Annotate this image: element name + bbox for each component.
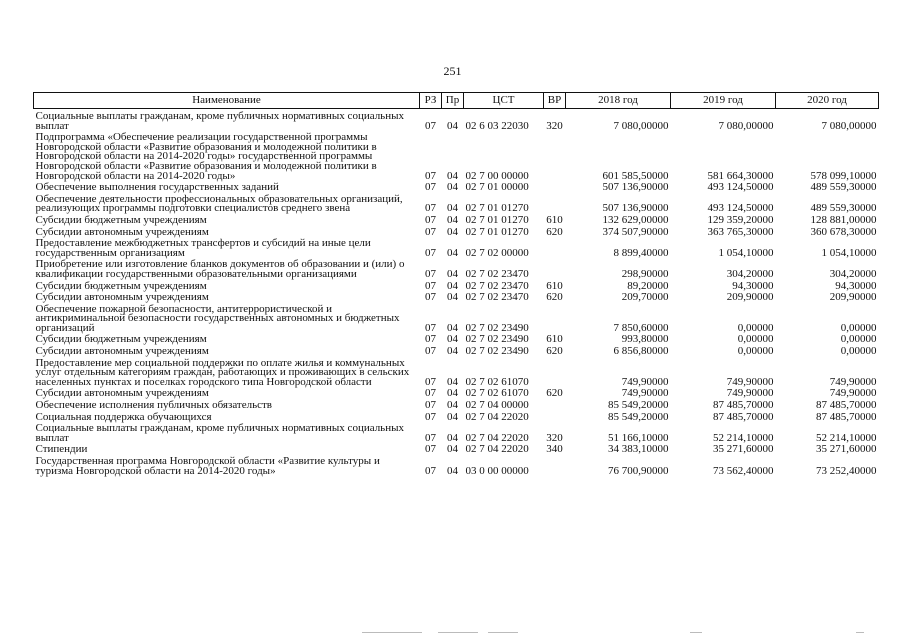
row-2018: 298,90000 <box>621 267 669 280</box>
row-2018: 749,90000 <box>621 375 669 388</box>
table-row <box>34 305 879 336</box>
row-2018: 374 507,90000 <box>602 225 669 238</box>
row-2018: 507 136,90000 <box>602 202 669 215</box>
row-pr: 04 <box>447 279 458 292</box>
row-cst: 02 7 01 01270 <box>465 225 529 238</box>
row-vr: 320 <box>546 119 563 132</box>
row-2018: 7 080,00000 <box>613 119 669 132</box>
row-name: Государственная программа Новгородской области «Развитие культуры и туризма Новгородской области на 2014-2020 годы» <box>35 455 380 477</box>
row-vr: 320 <box>546 431 563 444</box>
row-name: Социальные выплаты гражданам, кроме публичных нормативных социальных выплат <box>35 422 404 444</box>
header-rz: РЗ <box>420 93 442 109</box>
table-row <box>34 260 879 281</box>
row-2018: 507 136,90000 <box>602 181 669 194</box>
row-rz: 07 <box>425 443 436 456</box>
row-rz: 07 <box>425 202 436 215</box>
row-cst: 02 7 01 01270 <box>465 202 529 215</box>
row-rz: 07 <box>425 213 436 226</box>
row-2019: 363 765,30000 <box>707 225 774 238</box>
row-2019: 749,90000 <box>726 375 774 388</box>
row-rz: 07 <box>425 169 436 182</box>
row-2020: 87 485,70000 <box>816 399 877 412</box>
row-pr: 04 <box>447 181 458 194</box>
table-body <box>34 109 879 479</box>
row-pr: 04 <box>447 321 458 334</box>
row-rz: 07 <box>425 387 436 400</box>
row-cst: 02 7 04 22020 <box>465 410 529 423</box>
row-vr: 620 <box>546 387 563 400</box>
row-2019: 304,20000 <box>726 267 774 280</box>
row-rz: 07 <box>425 464 436 477</box>
row-name: Стипендии <box>35 443 88 456</box>
row-cst: 02 7 01 00000 <box>465 181 529 194</box>
row-2018: 85 549,20000 <box>608 399 669 412</box>
row-pr: 04 <box>447 267 458 280</box>
row-2018: 85 549,20000 <box>608 410 669 423</box>
row-2020: 73 252,40000 <box>816 464 877 477</box>
row-pr: 04 <box>447 169 458 182</box>
row-2018: 51 166,10000 <box>608 431 669 444</box>
row-cst: 02 7 02 23470 <box>465 267 529 280</box>
row-name: Предоставление мер социальной поддержки по оплате жилья и коммунальных услуг отдельным категориям граждан, работающих и проживающих в сельских населенных пунктах и поселках городского типа Новгородской области <box>35 356 410 388</box>
row-rz: 07 <box>425 399 436 412</box>
row-cst: 02 6 03 22030 <box>465 119 529 132</box>
row-2018: 89,20000 <box>627 279 669 292</box>
row-2019: 35 271,60000 <box>713 443 774 456</box>
row-name: Обеспечение исполнения публичных обязательств <box>35 399 273 412</box>
row-2019: 749,90000 <box>726 387 774 400</box>
header-name: Наименование <box>34 93 420 109</box>
row-rz: 07 <box>425 375 436 388</box>
row-2020: 7 080,00000 <box>821 119 877 132</box>
row-cst: 02 7 04 00000 <box>465 399 529 412</box>
row-2020: 0,00000 <box>840 345 877 358</box>
row-cst: 02 7 02 23470 <box>465 279 529 292</box>
row-name: Приобретение или изготовление бланков документов об образовании и (или) о квалификации государственными образовательными организациями <box>35 258 405 280</box>
row-2019: 94,30000 <box>732 279 774 292</box>
row-2020: 209,90000 <box>829 291 877 304</box>
row-2018: 76 700,90000 <box>608 464 669 477</box>
row-name: Подпрограмма «Обеспечение реализации государственной программы Новгородской области «Развитие образования и молодежной политики в Новгородской области на 2014-2020 годы» государственной программы Новгородской области «Развитие образования и молодежной политики в Новгородской области на 2014-2020 годы» <box>35 131 377 182</box>
row-cst: 02 7 04 22020 <box>465 443 529 456</box>
row-name: Субсидии автономным учреждениям <box>35 387 209 400</box>
row-name: Субсидии бюджетным учреждениям <box>35 213 207 226</box>
row-name: Социальная поддержка обучающихся <box>35 410 212 423</box>
header-pr: Пр <box>442 93 464 109</box>
row-vr <box>544 195 566 216</box>
row-pr: 04 <box>447 464 458 477</box>
row-2019: 87 485,70000 <box>713 410 774 423</box>
row-pr: 04 <box>447 443 458 456</box>
row-2020: 94,30000 <box>835 279 877 292</box>
row-pr: 04 <box>447 431 458 444</box>
row-name: Обеспечение пожарной безопасности, антитеррористической и антикриминальной безопасности государственных автономных и бюджетных организаций <box>35 302 400 334</box>
row-pr: 04 <box>447 119 458 132</box>
row-2019: 52 214,10000 <box>713 431 774 444</box>
row-cst: 02 7 01 01270 <box>465 213 529 226</box>
row-name: Предоставление межбюджетных трансфертов и субсидий на иные цели государственным организациям <box>35 237 371 259</box>
row-cst: 02 7 02 23490 <box>465 345 529 358</box>
header-2020: 2020 год <box>776 93 879 109</box>
row-2019: 0,00000 <box>737 345 774 358</box>
header-cst: ЦСТ <box>464 93 544 109</box>
row-pr: 04 <box>447 213 458 226</box>
row-vr: 620 <box>546 225 563 238</box>
row-cst: 02 7 02 61070 <box>465 387 529 400</box>
table-row <box>34 359 879 390</box>
row-2020: 35 271,60000 <box>816 443 877 456</box>
row-vr <box>544 359 566 390</box>
row-name: Субсидии бюджетным учреждениям <box>35 279 207 292</box>
row-2020: 489 559,30000 <box>810 181 877 194</box>
row-pr: 04 <box>447 345 458 358</box>
row-cst: 02 7 04 22020 <box>465 431 529 444</box>
row-2020: 52 214,10000 <box>816 431 877 444</box>
row-name: Субсидии бюджетным учреждениям <box>35 333 207 346</box>
row-pr: 04 <box>447 333 458 346</box>
row-2018: 7 850,60000 <box>613 321 669 334</box>
table-row <box>34 133 879 183</box>
row-rz: 07 <box>425 410 436 423</box>
row-2019: 1 054,10000 <box>718 246 774 259</box>
page-number: 251 <box>443 64 462 78</box>
row-cst: 02 7 00 00000 <box>465 169 529 182</box>
table-row <box>34 424 879 445</box>
row-vr <box>544 401 566 413</box>
row-2018: 749,90000 <box>621 387 669 400</box>
row-2019: 0,00000 <box>737 333 774 346</box>
row-rz: 07 <box>425 119 436 132</box>
row-vr <box>544 239 566 260</box>
row-2020: 87 485,70000 <box>816 410 877 423</box>
scan-artifact <box>0 632 905 634</box>
row-2018: 6 856,80000 <box>613 345 669 358</box>
row-vr: 620 <box>546 291 563 304</box>
table-row <box>34 109 879 134</box>
row-2020: 0,00000 <box>840 321 877 334</box>
table-row <box>34 239 879 260</box>
row-name: Субсидии автономным учреждениям <box>35 345 209 358</box>
row-vr <box>544 183 566 195</box>
row-vr <box>544 413 566 425</box>
header-2018: 2018 год <box>566 93 671 109</box>
row-2020: 578 099,10000 <box>810 169 877 182</box>
row-vr <box>544 305 566 336</box>
row-2018: 34 383,10000 <box>608 443 669 456</box>
row-pr: 04 <box>447 291 458 304</box>
row-cst: 02 7 02 23470 <box>465 291 529 304</box>
row-name: Обеспечение деятельности профессиональных образовательных организаций, реализующих программы подготовки специалистов среднего звена <box>35 192 403 215</box>
row-rz: 07 <box>425 321 436 334</box>
row-2018: 993,80000 <box>621 333 669 346</box>
row-name: Субсидии автономным учреждениям <box>35 225 209 238</box>
row-2019: 7 080,00000 <box>718 119 774 132</box>
row-2020: 0,00000 <box>840 333 877 346</box>
row-cst: 03 0 00 00000 <box>465 464 529 477</box>
row-name: Субсидии автономным учреждениям <box>35 291 209 304</box>
row-pr: 04 <box>447 225 458 238</box>
table-row <box>34 195 879 216</box>
row-2018: 132 629,00000 <box>602 213 669 226</box>
row-name: Обеспечение выполнения государственных заданий <box>35 181 279 194</box>
row-2019: 209,90000 <box>726 291 774 304</box>
row-2018: 8 899,40000 <box>613 246 669 259</box>
row-rz: 07 <box>425 279 436 292</box>
header-vr: ВР <box>544 93 566 109</box>
row-cst: 02 7 02 61070 <box>465 375 529 388</box>
row-2019: 493 124,50000 <box>707 181 774 194</box>
row-rz: 07 <box>425 246 436 259</box>
row-2020: 1 054,10000 <box>821 246 877 259</box>
row-2019: 129 359,20000 <box>707 213 774 226</box>
row-vr: 340 <box>546 443 563 456</box>
row-pr: 04 <box>447 399 458 412</box>
row-2018: 209,70000 <box>621 291 669 304</box>
row-name: Социальные выплаты гражданам, кроме публичных нормативных социальных выплат <box>35 110 404 132</box>
row-rz: 07 <box>425 181 436 194</box>
row-2020: 489 559,30000 <box>810 202 877 215</box>
row-2018: 601 585,50000 <box>602 169 669 182</box>
row-cst: 02 7 02 23490 <box>465 333 529 346</box>
row-vr: 610 <box>546 333 563 346</box>
row-2019: 581 664,30000 <box>707 169 774 182</box>
row-2019: 0,00000 <box>737 321 774 334</box>
row-pr: 04 <box>447 375 458 388</box>
budget-table <box>33 92 879 478</box>
row-vr: 610 <box>546 213 563 226</box>
table-header-row <box>34 93 879 109</box>
row-cst: 02 7 02 23490 <box>465 321 529 334</box>
row-2019: 493 124,50000 <box>707 202 774 215</box>
row-rz: 07 <box>425 431 436 444</box>
row-rz: 07 <box>425 267 436 280</box>
row-rz: 07 <box>425 225 436 238</box>
row-2020: 128 881,00000 <box>810 213 877 226</box>
row-vr <box>544 260 566 281</box>
row-pr: 04 <box>447 246 458 259</box>
row-cst: 02 7 02 00000 <box>465 246 529 259</box>
row-2019: 73 562,40000 <box>713 464 774 477</box>
row-2020: 360 678,30000 <box>810 225 877 238</box>
row-pr: 04 <box>447 387 458 400</box>
row-pr: 04 <box>447 410 458 423</box>
row-rz: 07 <box>425 345 436 358</box>
row-rz: 07 <box>425 291 436 304</box>
row-2020: 304,20000 <box>829 267 877 280</box>
table-row <box>34 457 879 478</box>
row-pr: 04 <box>447 202 458 215</box>
row-vr: 620 <box>546 345 563 358</box>
row-2020: 749,90000 <box>829 387 877 400</box>
row-vr <box>544 133 566 183</box>
row-2019: 87 485,70000 <box>713 399 774 412</box>
row-vr: 610 <box>546 279 563 292</box>
header-2019: 2019 год <box>671 93 776 109</box>
row-rz: 07 <box>425 333 436 346</box>
row-vr <box>544 457 566 478</box>
row-2020: 749,90000 <box>829 375 877 388</box>
